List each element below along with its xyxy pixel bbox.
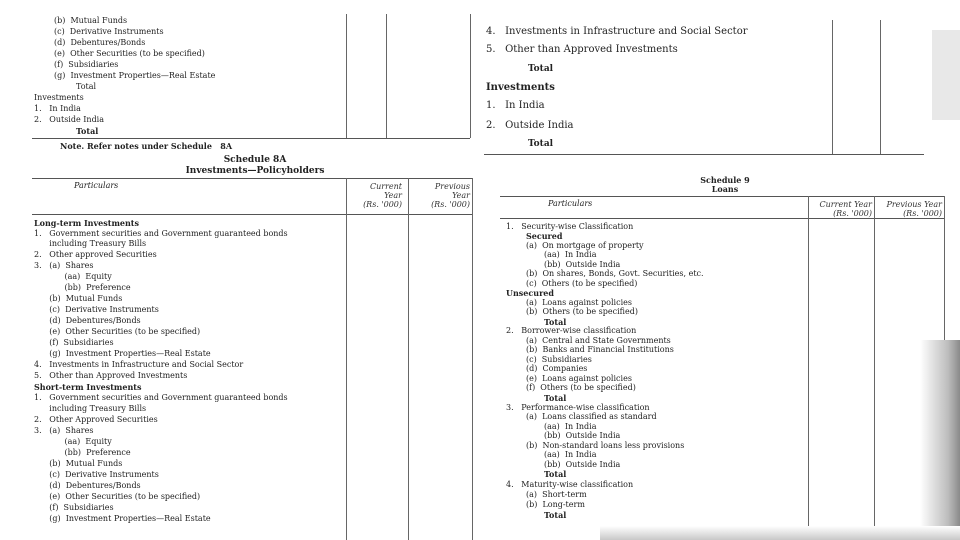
column-divider (808, 196, 809, 526)
list-item: (b) On shares, Bonds, Govt. Securities, etc. (526, 269, 704, 278)
total-label: Total (528, 139, 554, 149)
column-header-current: Current Year (Rs. '000) (363, 182, 402, 209)
list-item: (e) Other Securities (to be specified) (34, 492, 201, 501)
list-item: (bb) Outside India (544, 431, 621, 440)
table-bottom-rule (484, 154, 924, 155)
schedule-title: Schedule 8A (223, 155, 287, 165)
list-item: 4. Maturity-wise classification (506, 480, 634, 489)
list-item: (d) Companies (526, 364, 588, 373)
schedule-title: Schedule 9 (700, 175, 750, 185)
total-label: Total (544, 469, 567, 479)
list-item: (a) Loans against policies (526, 298, 632, 307)
table-top-rule (32, 178, 472, 179)
section-heading: Investments (34, 93, 84, 102)
list-item: (c) Others (to be specified) (526, 279, 638, 288)
schedule-subtitle: Investments—Policyholders (185, 166, 325, 176)
list-item: (e) Loans against policies (526, 374, 632, 383)
list-item: 2. Outside India (486, 120, 574, 131)
list-item: (a) Central and State Governments (526, 336, 671, 345)
list-item: (c) Derivative Instruments (34, 470, 159, 479)
list-item: (d) Debentures/Bonds (34, 316, 141, 325)
list-item: (c) Derivative Instruments (54, 27, 164, 36)
list-item: 1. Government securities and Government guaranteed bonds (34, 393, 288, 402)
section-heading: Secured (526, 231, 563, 241)
list-item: 3. (a) Shares (34, 426, 94, 435)
total-label: Total (76, 126, 99, 136)
column-divider (346, 14, 347, 138)
section-heading: Investments (486, 82, 555, 93)
scan-shadow (600, 526, 960, 540)
list-item: 2. Outside India (34, 115, 105, 124)
list-item: 2. Other Approved Securities (34, 415, 158, 424)
list-item: (c) Derivative Instruments (34, 305, 159, 314)
list-item: (a) On mortgage of property (526, 241, 644, 250)
column-divider (408, 178, 409, 540)
list-item: (b) Mutual Funds (34, 459, 123, 468)
note-text: Note. Refer notes under Schedule 8A (60, 141, 233, 151)
list-item: (bb) Outside India (544, 460, 621, 469)
total-label: Total (528, 64, 554, 74)
list-item: (f) Subsidiaries (54, 60, 119, 69)
list-item: (a) Short-term (526, 490, 587, 499)
schedule-subtitle: Loans (711, 184, 739, 194)
column-divider (472, 178, 473, 540)
total-label: Total (544, 510, 567, 520)
list-item: (f) Others (to be specified) (526, 383, 636, 392)
column-divider (832, 20, 833, 154)
column-header-previous: Previous Year (Rs. '000) (886, 200, 942, 218)
list-item: (b) Mutual Funds (54, 16, 128, 25)
list-item: 3. Performance-wise classification (506, 403, 650, 412)
total-label: Total (76, 82, 97, 91)
list-item: (b) Non-standard loans less provisions (526, 441, 685, 450)
list-item: 1. In India (486, 100, 545, 111)
scan-shadow (932, 30, 960, 120)
list-item: (g) Investment Properties—Real Estate (34, 349, 211, 358)
list-item: (b) Long-term (526, 500, 585, 509)
header-rule (32, 214, 472, 215)
list-item: (d) Debentures/Bonds (34, 481, 141, 490)
column-header-current: Current Year (Rs. '000) (819, 200, 872, 218)
list-item: 1. Government securities and Government guaranteed bonds (34, 229, 288, 238)
list-item: 2. Borrower-wise classification (506, 326, 637, 335)
scan-shadow (920, 340, 960, 540)
list-item: 3. (a) Shares (34, 261, 94, 270)
total-label: Total (544, 393, 567, 403)
total-label: Total (544, 317, 567, 327)
list-item: (aa) In India (544, 250, 597, 259)
header-rule (500, 218, 944, 219)
column-header-particulars: Particulars (74, 181, 119, 190)
column-divider (386, 14, 387, 138)
list-item: (aa) Equity (34, 437, 112, 446)
list-item: 1. Security-wise Classification (506, 222, 634, 231)
column-header-particulars: Particulars (548, 199, 593, 208)
list-item: 1. In India (34, 104, 81, 113)
list-item: 5. Other than Approved Investments (486, 44, 678, 55)
list-item: (bb) Outside India (544, 260, 621, 269)
list-item: (e) Other Securities (to be specified) (34, 327, 201, 336)
column-divider (346, 178, 347, 540)
list-item: 4. Investments in Infrastructure and Social Sector (34, 360, 244, 369)
list-item: (b) Banks and Financial Institutions (526, 345, 674, 354)
column-divider (880, 20, 881, 154)
list-item: 2. Other approved Securities (34, 250, 157, 259)
list-item: (aa) In India (544, 450, 597, 459)
list-item: 5. Other than Approved Investments (34, 371, 188, 380)
column-header-previous: Previous Year (Rs. '000) (431, 182, 470, 209)
list-item: (aa) In India (544, 422, 597, 431)
list-item: (a) Loans classified as standard (526, 412, 657, 421)
list-item: (g) Investment Properties—Real Estate (34, 514, 211, 523)
list-item: (aa) Equity (34, 272, 112, 281)
list-item: (d) Debentures/Bonds (54, 38, 146, 47)
section-heading: Short-term Investments (34, 382, 142, 392)
list-item: 4. Investments in Infrastructure and Social Sector (486, 26, 748, 37)
list-item: (g) Investment Properties—Real Estate (54, 71, 216, 80)
list-item: (f) Subsidiaries (34, 503, 114, 512)
table-bottom-rule (32, 138, 470, 139)
list-item: including Treasury Bills (34, 239, 147, 248)
section-heading: Unsecured (506, 288, 554, 298)
list-item: (b) Others (to be specified) (526, 307, 638, 316)
list-item: (f) Subsidiaries (34, 338, 114, 347)
list-item: (e) Other Securities (to be specified) (54, 49, 205, 58)
list-item: (bb) Preference (34, 283, 131, 292)
list-item: including Treasury Bills (34, 404, 147, 413)
section-heading: Long-term Investments (34, 218, 140, 228)
column-divider (470, 14, 471, 138)
table-top-rule (500, 196, 944, 197)
list-item: (b) Mutual Funds (34, 294, 123, 303)
column-divider (874, 196, 875, 526)
list-item: (bb) Preference (34, 448, 131, 457)
list-item: (c) Subsidiaries (526, 355, 592, 364)
